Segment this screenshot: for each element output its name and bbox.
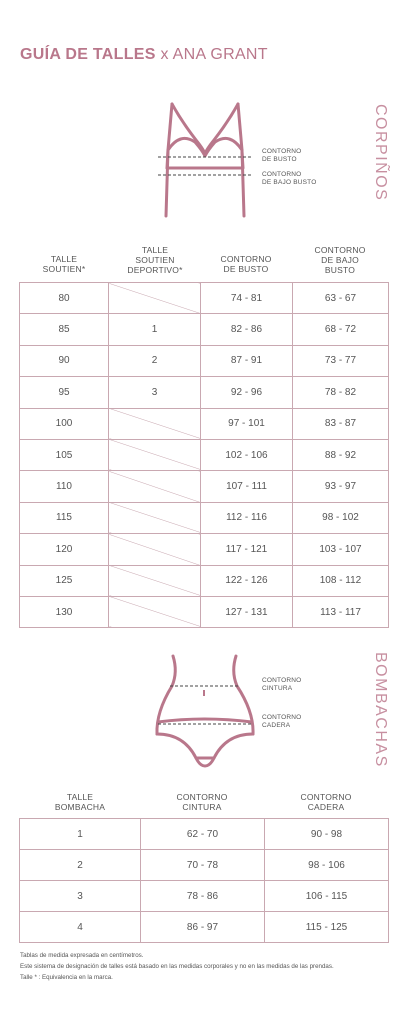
bra-cell: 97 - 101: [201, 408, 293, 439]
bra-cell: 110: [20, 471, 109, 502]
bra-cell: 1: [109, 314, 201, 345]
bra-cell: 83 - 87: [293, 408, 389, 439]
waist-label: [262, 677, 301, 693]
panty-cell: 1: [20, 819, 141, 850]
panty-cell: 4: [20, 912, 141, 943]
bra-cell: 93 - 97: [293, 471, 389, 502]
bra-cell: 73 - 77: [293, 345, 389, 376]
panty-cell: 3: [20, 881, 141, 912]
waist-label-text: CONTORNO CINTURA: [262, 677, 302, 692]
bra-cell: 107 - 111: [201, 471, 293, 502]
bra-header-bust: CONTORNO DE BUSTO: [220, 254, 272, 274]
bust-label-text: CONTORNO DE BUSTO: [262, 148, 302, 163]
panty-size-table: [19, 818, 389, 943]
underbust-label-text: CONTORNO DE BAJO BUSTO: [262, 171, 317, 186]
bra-cell: 125: [20, 565, 109, 596]
bra-cell: 3: [109, 377, 201, 408]
footnote-1: Tablas de medida expresada en centímetros.: [20, 952, 144, 959]
footnotes: [20, 950, 334, 983]
bra-cell: 82 - 86: [201, 314, 293, 345]
bra-cell: 100: [20, 408, 109, 439]
bra-cell: 120: [20, 534, 109, 565]
bra-cell: 102 - 106: [201, 439, 293, 470]
hip-label: [262, 714, 301, 730]
bra-cell: 95: [20, 377, 109, 408]
panty-row: [20, 819, 389, 850]
panty-row: [20, 850, 389, 881]
panty-header-waist: CONTORNO CINTURA: [176, 792, 228, 812]
bra-cell: 115: [20, 502, 109, 533]
bra-cell: 122 - 126: [201, 565, 293, 596]
bra-cell: 90: [20, 345, 109, 376]
title-bold: GUÍA DE TALLES: [20, 46, 156, 63]
bra-cell: 105: [20, 439, 109, 470]
bra-section-title: CORPIÑOS: [372, 104, 389, 202]
title-brand: x ANA GRANT: [160, 46, 268, 63]
panty-cell: 62 - 70: [141, 819, 265, 850]
bra-header-underbust: CONTORNO DE BAJO BUSTO: [314, 245, 366, 275]
bra-cell: 68 - 72: [293, 314, 389, 345]
panty-header-hip: CONTORNO CADERA: [300, 792, 352, 812]
panty-row: [20, 881, 389, 912]
bra-cell: 63 - 67: [293, 283, 389, 314]
panty-cell: 78 - 86: [141, 881, 265, 912]
bra-cell: 117 - 121: [201, 534, 293, 565]
bra-cell: 92 - 96: [201, 377, 293, 408]
bra-cell: 130: [20, 596, 109, 627]
panty-section-title: BOMBACHAS: [372, 652, 389, 768]
bra-cell: 98 - 102: [293, 502, 389, 533]
bra-cell: 87 - 91: [201, 345, 293, 376]
panty-cell: 70 - 78: [141, 850, 265, 881]
footnote-2: Este sistema de designación de talles está basado en las medidas corporales y no en las medidas de las prendas.: [20, 963, 334, 970]
bra-cell: 80: [20, 283, 109, 314]
bra-header-sport-size: TALLE SOUTIEN DEPORTIVO*: [127, 245, 183, 275]
bra-cell: 78 - 82: [293, 377, 389, 408]
bra-cell: 127 - 131: [201, 596, 293, 627]
bra-cell: 85: [20, 314, 109, 345]
bra-cell: 74 - 81: [201, 283, 293, 314]
panty-cell: 86 - 97: [141, 912, 265, 943]
panty-cell: 106 - 115: [265, 881, 389, 912]
panty-cell: 90 - 98: [265, 819, 389, 850]
panty-cell: 98 - 106: [265, 850, 389, 881]
bra-cell: 108 - 112: [293, 565, 389, 596]
bra-cell: 112 - 116: [201, 502, 293, 533]
bra-cell: 2: [109, 345, 201, 376]
panty-cell: 2: [20, 850, 141, 881]
bra-cell: 88 - 92: [293, 439, 389, 470]
footnote-3: Talle * : Equivalencia en la marca.: [20, 974, 113, 981]
bra-cell: 103 - 107: [293, 534, 389, 565]
bra-cell: 113 - 117: [293, 596, 389, 627]
panty-cell: 115 - 125: [265, 912, 389, 943]
bra-header-size: TALLE SOUTIEN*: [42, 254, 86, 274]
hip-label-text: CONTORNO CADERA: [262, 714, 302, 729]
panty-row: [20, 912, 389, 943]
panty-header-size: TALLE BOMBACHA: [54, 792, 106, 812]
